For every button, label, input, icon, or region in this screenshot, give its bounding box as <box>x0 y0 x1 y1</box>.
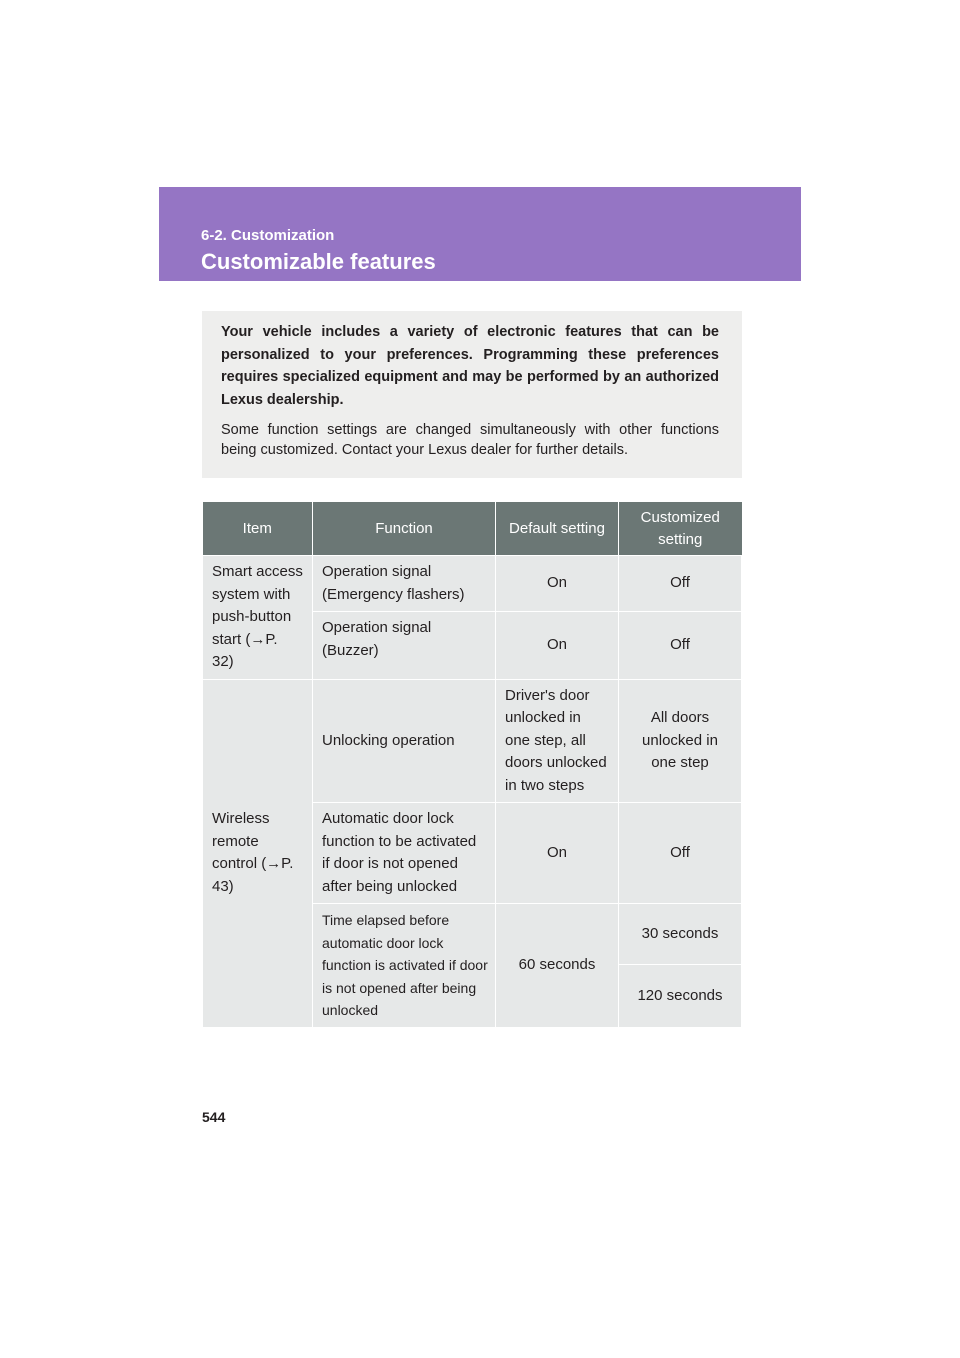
customized-cell: Off <box>619 803 742 904</box>
header-function: Function <box>313 502 496 556</box>
customized-cell: All doors unlocked in one step <box>619 679 742 803</box>
function-cell: Operation signal (Emergency flashers) <box>313 556 496 612</box>
intro-normal-text: Some function settings are changed simultaneously with other functions being customized. Contact your Lexus dealer for further details. <box>221 421 719 458</box>
default-cell: On <box>496 803 619 904</box>
function-cell: Time elapsed before automatic door lock function is activated if door is not opened after being unlocked <box>313 904 496 1028</box>
header-item: Item <box>203 502 313 556</box>
customized-cell: Off <box>619 612 742 679</box>
customized-cell: Off <box>619 556 742 612</box>
header-default-setting: Default setting <box>496 502 619 556</box>
header-customized-setting: Customized setting <box>619 502 742 556</box>
customization-table <box>202 502 742 1028</box>
page-number: 544 <box>202 1109 226 1125</box>
function-cell: Automatic door lock function to be activated if door is not opened after being unlocked <box>313 803 496 904</box>
table-row <box>203 679 742 803</box>
item-wireless-remote: Wireless remote control (→P. 43) <box>203 679 313 1027</box>
table-header-row <box>203 502 742 556</box>
item-smart-access: Smart access system with push-button start (→P. 32) <box>203 556 313 680</box>
default-cell: 60 seconds <box>496 904 619 1028</box>
default-cell: On <box>496 556 619 612</box>
section-label: 6-2. Customization <box>201 227 335 244</box>
function-cell: Unlocking operation <box>313 679 496 803</box>
customized-option-cell: 120 seconds <box>619 965 742 1027</box>
table-row <box>203 556 742 612</box>
default-cell: On <box>496 612 619 679</box>
intro-bold-text: Your vehicle includes a variety of electronic features that can be personalized to your preferences. Programming these preferences requires specialized equipment and may be performed by an authorized Lexus dealership. <box>221 324 719 409</box>
intro-box <box>202 311 742 478</box>
customized-option-cell: 30 seconds <box>619 904 742 965</box>
section-header <box>159 187 801 281</box>
default-cell: Driver's door unlocked in one step, all doors unlocked in two steps <box>496 679 619 803</box>
page-title: Customizable features <box>201 249 436 274</box>
function-cell: Operation signal (Buzzer) <box>313 612 496 679</box>
